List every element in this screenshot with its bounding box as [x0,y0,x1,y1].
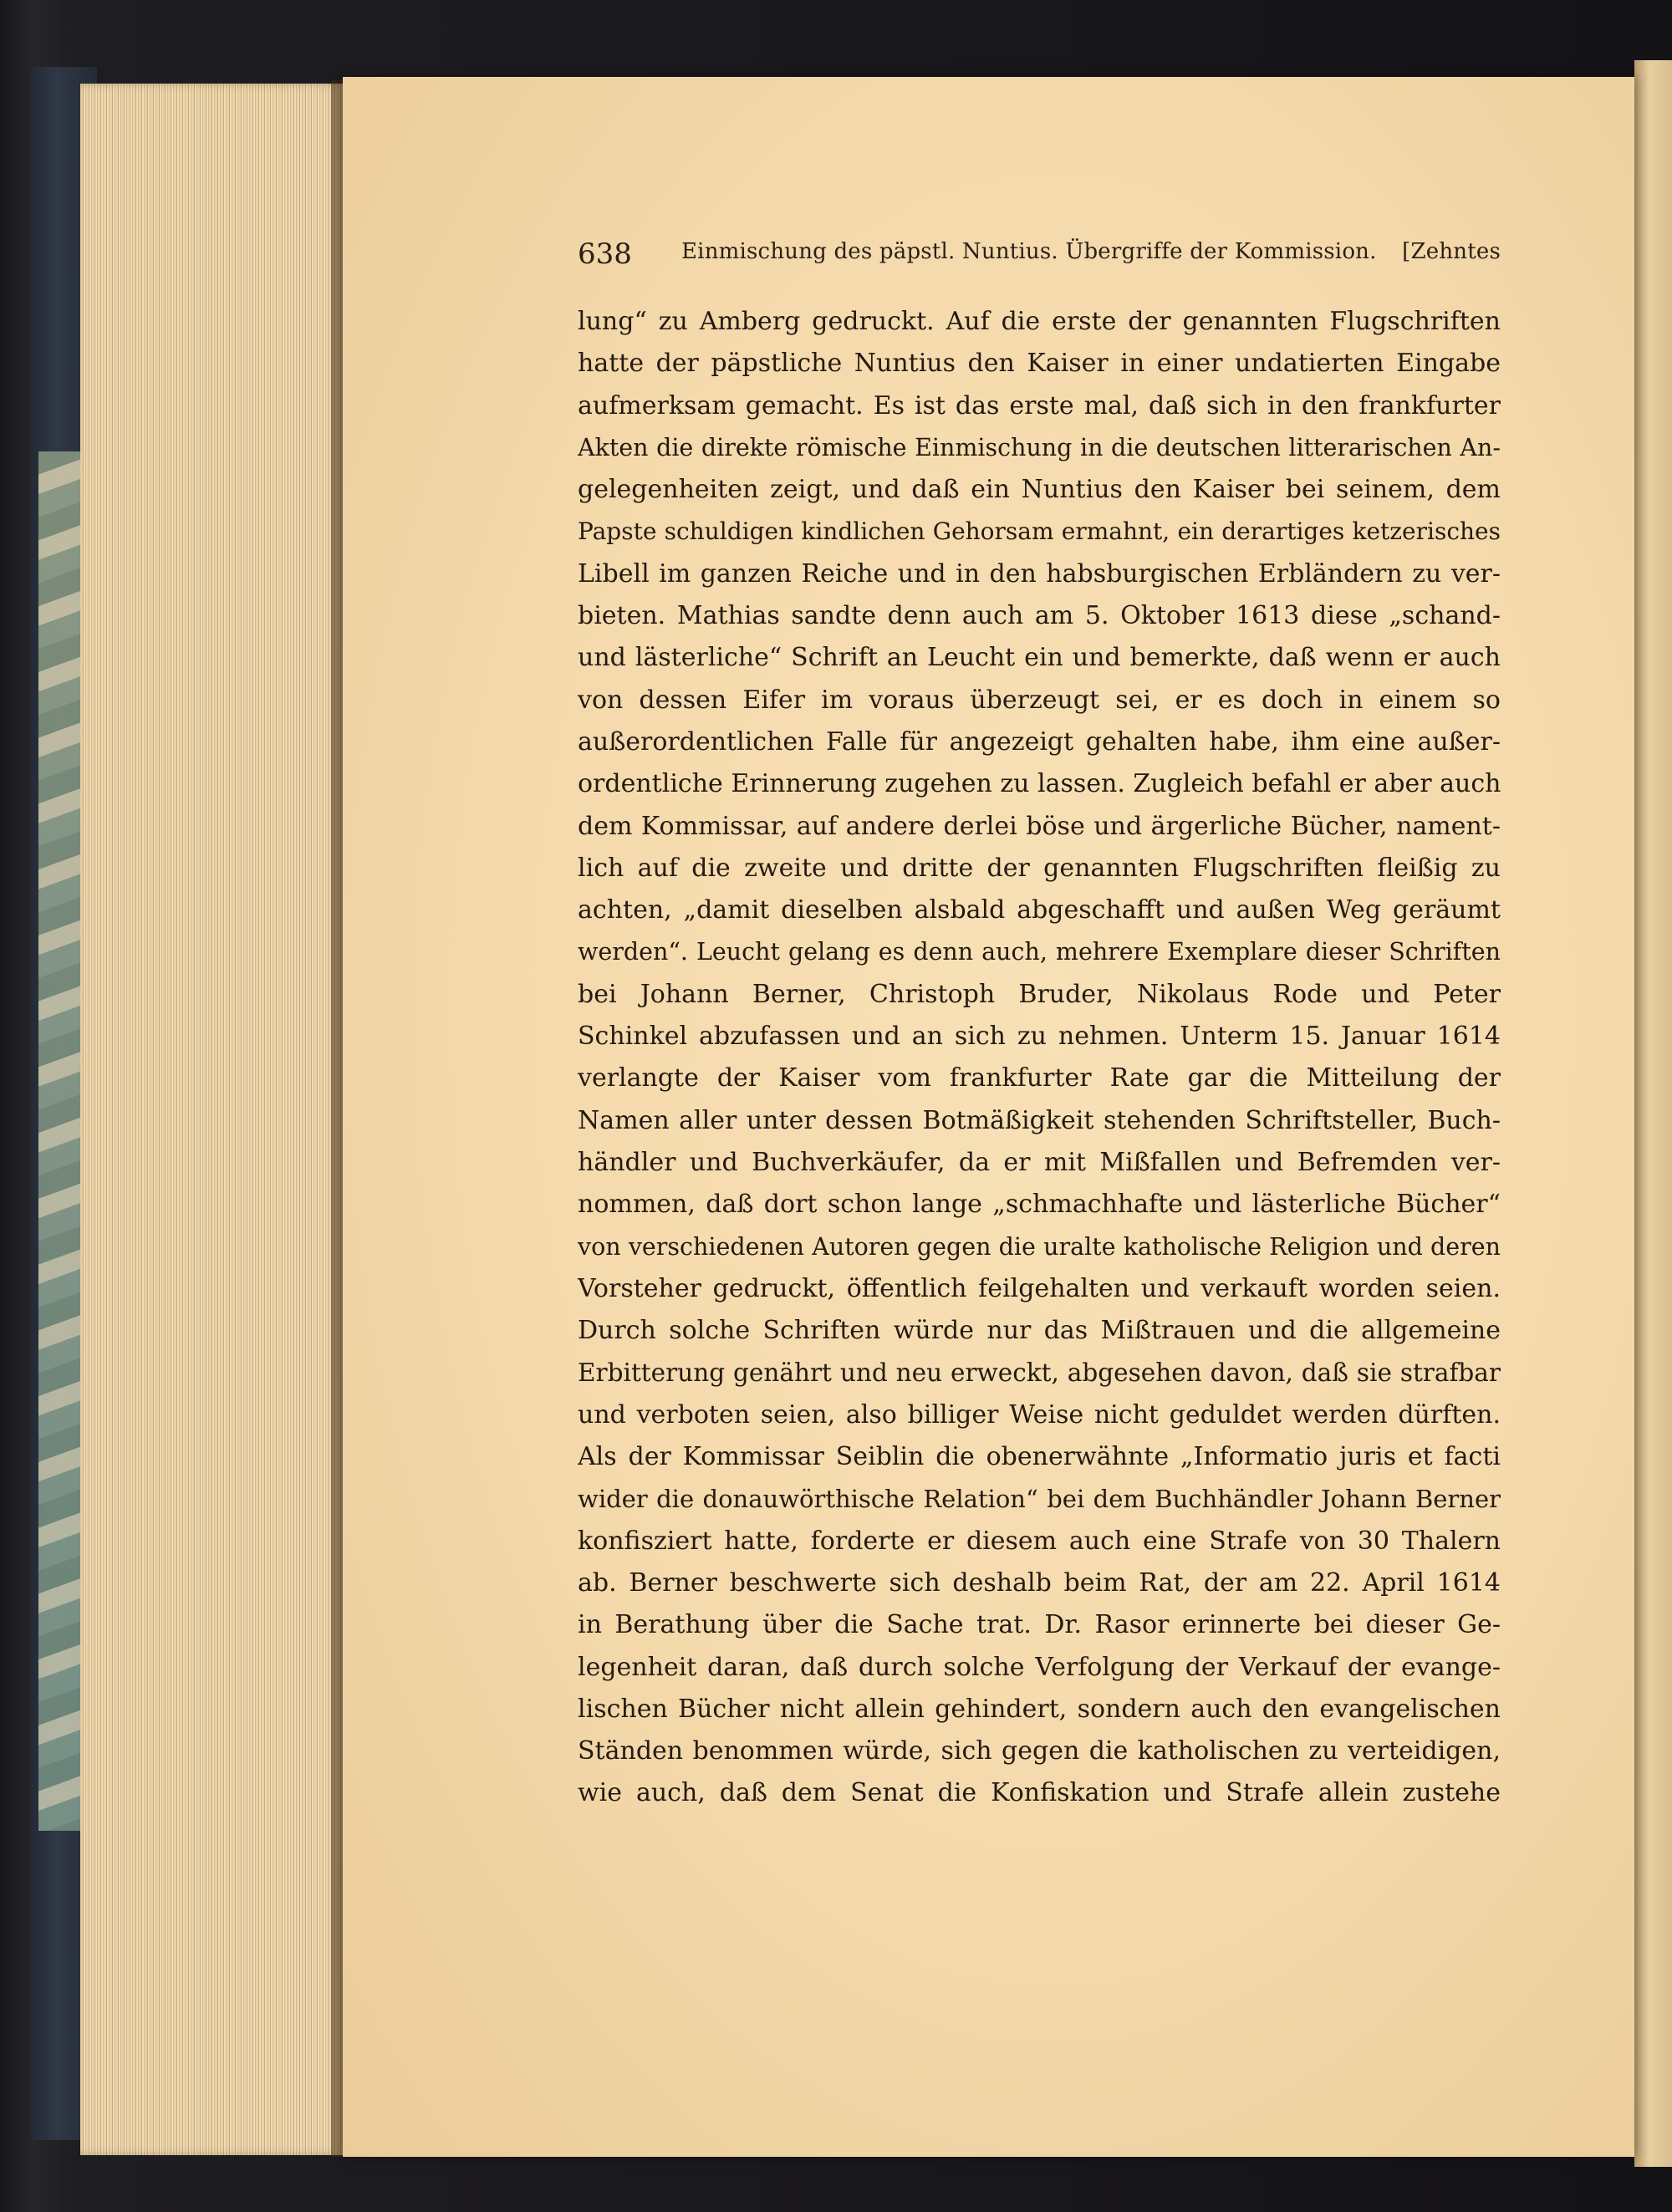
text-line: Akten die direkte römische Einmischung in die deutschen litterarischen An- [578,433,1501,461]
running-head [681,239,1501,264]
text-line: Namen aller unter dessen Botmäßigkeit stehenden Schriftsteller, Buch- [578,1105,1501,1135]
text-line: und verboten seien, also billiger Weise nicht geduldet werden dürften. [578,1399,1501,1430]
text-line: achten, „damit dieselben alsbald abgeschafft und außen Weg geräumt [578,895,1501,925]
text-line: nommen, daß dort schon lange „schmachhafte und lästerliche Bücher“ [578,1190,1501,1220]
text-line: ordentliche Erinnerung zugehen zu lassen. Zugleich befahl er aber auch [578,769,1501,799]
text-line: konfisziert hatte, forderte er diesem auch eine Strafe von 30 Thalern [578,1526,1501,1556]
text-line: wie auch, daß dem Senat die Konfiskation und Strafe allein zustehe [578,1778,1501,1808]
page-edges-stack [80,84,344,2155]
text-line: Durch solche Schriften würde nur das Mißtrauen und die allgemeine [578,1316,1501,1346]
text-line: Ständen benommen würde, sich gegen die katholischen zu verteidigen, [578,1736,1501,1766]
facing-page-edge [1634,60,1672,2167]
running-title: Einmischung des päpstl. Nuntius. Übergriffe der Kommission. [681,239,1377,264]
text-line: in Berathung über die Sache trat. Dr. Rasor erinnerte bei dieser Ge- [578,1610,1501,1640]
text-line: verlangte der Kaiser vom frankfurter Rate gar die Mitteilung der [578,1063,1501,1093]
text-line: Vorsteher gedruckt, öffentlich feilgehalten und verkauft worden seien. [578,1273,1501,1303]
text-line: aufmerksam gemacht. Es ist das erste mal, daß sich in den frankfurter [578,390,1501,420]
text-line: lich auf die zweite und dritte der genannten Flugschriften fleißig zu [578,853,1501,883]
page-number: 638 [578,237,632,271]
body-text [578,301,1501,1815]
text-line: Libell im ganzen Reiche und in den habsburgischen Erbländern zu ver- [578,558,1501,589]
text-line: außerordentlichen Falle für angezeigt gehalten habe, ihm eine außer- [578,726,1501,757]
text-line: von dessen Eifer im voraus überzeugt sei, er es doch in einem so [578,685,1501,715]
text-line: dem Kommissar, auf andere derlei böse und ärgerliche Bücher, nament- [578,811,1501,841]
text-line: Schinkel abzufassen und an sich zu nehmen. Unterm 15. Januar 1614 [578,1022,1501,1052]
text-line: Als der Kommissar Seiblin die obenerwähnte „Informatio juris et facti [578,1442,1501,1472]
text-line: händler und Buchverkäufer, da er mit Mißfallen und Befremden ver- [578,1147,1501,1177]
text-line: Erbitterung genährt und neu erweckt, abgesehen davon, daß sie strafbar [578,1358,1501,1388]
text-line: lischen Bücher nicht allein gehindert, sondern auch den evangelischen [578,1694,1501,1724]
text-line: ab. Berner beschwerte sich deshalb beim Rat, der am 22. April 1614 [578,1567,1501,1598]
running-title-tail: [Zehntes [1402,239,1501,264]
text-line: bei Johann Berner, Christoph Bruder, Nikolaus Rode und Peter [578,979,1501,1009]
text-line: von verschiedenen Autoren gegen die uralte katholische Religion und deren [578,1232,1501,1261]
page-header [578,237,1501,283]
text-line: werden“. Leucht gelang es denn auch, mehrere Exemplare dieser Schriften [578,938,1501,966]
text-line: lung“ zu Amberg gedruckt. Auf die erste der genannten Flugschriften [578,307,1501,336]
text-line: gelegenheiten zeigt, und daß ein Nuntius den Kaiser bei seinem, dem [578,475,1501,505]
text-line: legenheit daran, daß durch solche Verfolgung der Verkauf der evange- [578,1652,1501,1682]
text-line: hatte der päpstliche Nuntius den Kaiser in einer undatierten Eingabe [578,349,1501,379]
text-line: Papste schuldigen kindlichen Gehorsam ermahnt, ein derartiges ketzerisches [578,517,1501,546]
text-line: und lästerliche“ Schrift an Leucht ein und bemerkte, daß wenn er auch [578,643,1501,673]
text-line: bieten. Mathias sandte denn auch am 5. Oktober 1613 diese „schand- [578,601,1501,631]
text-line: wider die donauwörthische Relation“ bei dem Buchhändler Johann Berner [578,1485,1501,1514]
